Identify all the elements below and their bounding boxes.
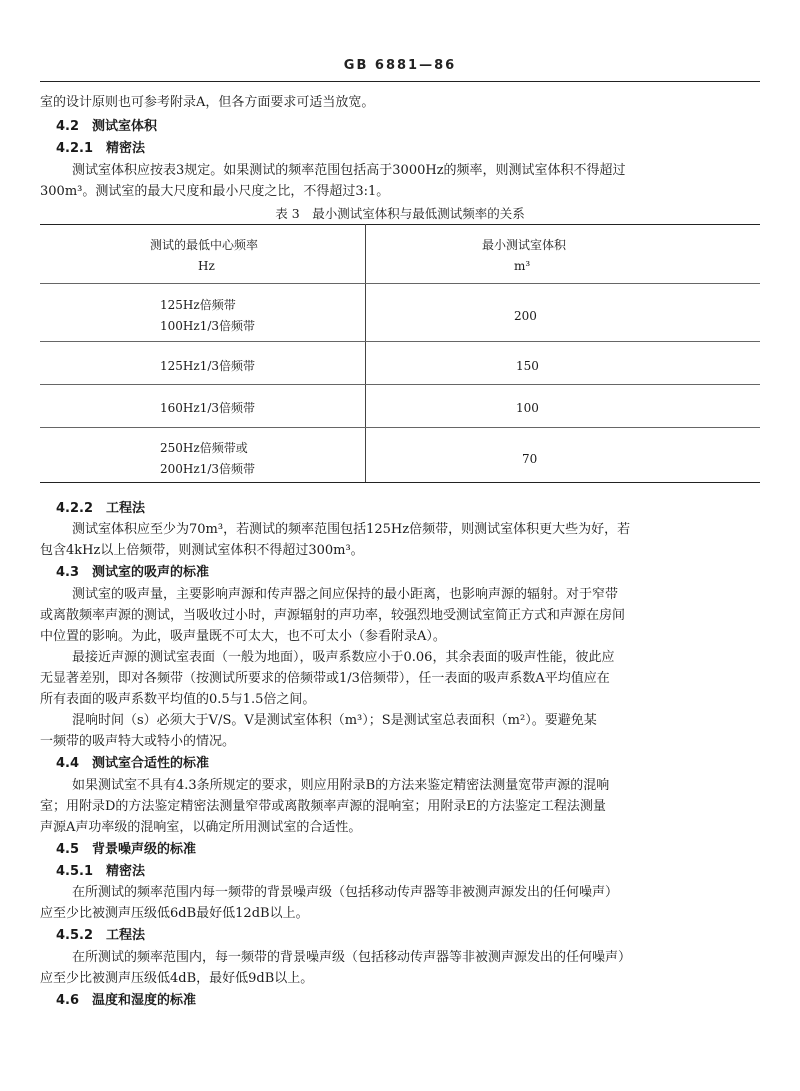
header-rule — [40, 81, 760, 82]
paragraph-line: 应至少比被测声压级低4dB，最好低9dB以上。 — [40, 971, 314, 986]
section-4-5-2-title: 4.5.2 工程法 — [56, 928, 146, 943]
section-4-4-title: 4.4 测试室合适性的标准 — [56, 756, 210, 771]
paragraph-line: 在所测试的频率范围内，每一频带的背景噪声级（包括移动传声器等非被测声源发出的任何噪声） — [72, 950, 632, 965]
paragraph-line: 300m³。测试室的最大尺度和最小尺度之比，不得超过3:1。 — [40, 184, 390, 199]
paragraph-line: 最接近声源的测试室表面（一般为地面），吸声系数应小于0.06，其余表面的吸声性能，彼此应 — [72, 650, 615, 665]
table-row-rule — [40, 384, 760, 385]
table-caption: 表 3 最小测试室体积与最低测试频率的关系 — [275, 206, 525, 221]
continuation-text: 室的设计原则也可参考附录A，但各方面要求可适当放宽。 — [40, 95, 375, 110]
section-4-5-1-title: 4.5.1 精密法 — [56, 864, 146, 879]
paragraph-line: 测试室的吸声量，主要影响声源和传声器之间应保持的最小距离，也影响声源的辐射。对于窄带 — [72, 587, 619, 602]
table-cell-freq: 100Hz1/3倍频带 — [160, 319, 256, 333]
paragraph-line: 测试室体积应至少为70m³，若测试的频率范围包括125Hz倍频带，则测试室体积更大些为好，若 — [72, 522, 631, 537]
paragraph-line: 所有表面的吸声系数平均值的0.5与1.5倍之间。 — [40, 692, 316, 707]
section-4-2-title: 4.2 测试室体积 — [56, 119, 158, 134]
standard-number: GB 6881—86 — [343, 58, 457, 73]
table-cell-volume: 70 — [522, 452, 538, 466]
paragraph-line: 或离散频率声源的测试，当吸收过小时，声源辐射的声功率，较强烈地受测试室简正方式和声源在房间 — [40, 608, 626, 623]
table-cell-freq: 125Hz1/3倍频带 — [160, 359, 256, 373]
table-bottom-rule — [40, 482, 760, 483]
table-cell-freq: 200Hz1/3倍频带 — [160, 462, 256, 476]
section-4-3-title: 4.3 测试室的吸声的标准 — [56, 565, 210, 580]
table-row-rule — [40, 341, 760, 342]
table-row-rule — [40, 427, 760, 428]
paragraph-line: 混响时间（s）必须大于V/S。V是测试室体积（m³）；S是测试室总表面积（m²）。要避免某 — [72, 713, 597, 728]
col1-header-unit: Hz — [198, 259, 215, 273]
paragraph-line: 如果测试室不具有4.3条所规定的要求，则应用附录B的方法来鉴定精密法测量宽带声源的混响 — [72, 778, 610, 793]
paragraph-line: 应至少比被测声压级低6dB最好低12dB以上。 — [40, 906, 309, 921]
col2-header: 最小测试室体积 — [482, 238, 567, 252]
section-4-2-1-title: 4.2.1 精密法 — [56, 141, 146, 156]
table-header-rule — [40, 283, 760, 284]
paragraph-line: 室；用附录D的方法鉴定精密法测量窄带或离散频率声源的混响室；用附录E的方法鉴定工程法测量 — [40, 799, 606, 814]
col1-header: 测试的最低中心频率 — [150, 238, 259, 252]
paragraph-line: 声源A声功率级的混响室，以确定所用测试室的合适性。 — [40, 820, 362, 835]
table-cell-freq: 160Hz1/3倍频带 — [160, 401, 256, 415]
paragraph-line: 测试室体积应按表3规定。如果测试的频率范围包括高于3000Hz的频率，则测试室体积不得超过 — [72, 163, 626, 178]
table-cell-volume: 100 — [516, 401, 539, 415]
paragraph-line: 一频带的吸声特大或特小的情况。 — [40, 734, 236, 749]
paragraph-line: 无显著差别，即对各频带（按测试所要求的倍频带或1/3倍频带），任一表面的吸声系数A平均值应在 — [40, 671, 610, 686]
table-top-rule — [40, 224, 760, 225]
section-4-2-2-title: 4.2.2 工程法 — [56, 501, 146, 516]
paragraph-line: 包含4kHz以上倍频带，则测试室体积不得超过300m³。 — [40, 543, 364, 558]
col2-header-unit: m³ — [514, 259, 531, 273]
table-cell-volume: 150 — [516, 359, 539, 373]
table-cell-volume: 200 — [514, 309, 537, 323]
paragraph-line: 中位置的影响。为此，吸声量既不可太大，也不可太小（参看附录A）。 — [40, 629, 446, 644]
section-4-6-title: 4.6 温度和湿度的标准 — [56, 993, 197, 1008]
section-4-5-title: 4.5 背景噪声级的标准 — [56, 842, 197, 857]
table-cell-freq: 250Hz倍频带或 — [160, 441, 248, 455]
table-column-divider — [365, 224, 366, 482]
table-cell-freq: 125Hz倍频带 — [160, 298, 236, 312]
paragraph-line: 在所测试的频率范围内每一频带的背景噪声级（包括移动传声器等非被测声源发出的任何噪声） — [72, 885, 619, 900]
